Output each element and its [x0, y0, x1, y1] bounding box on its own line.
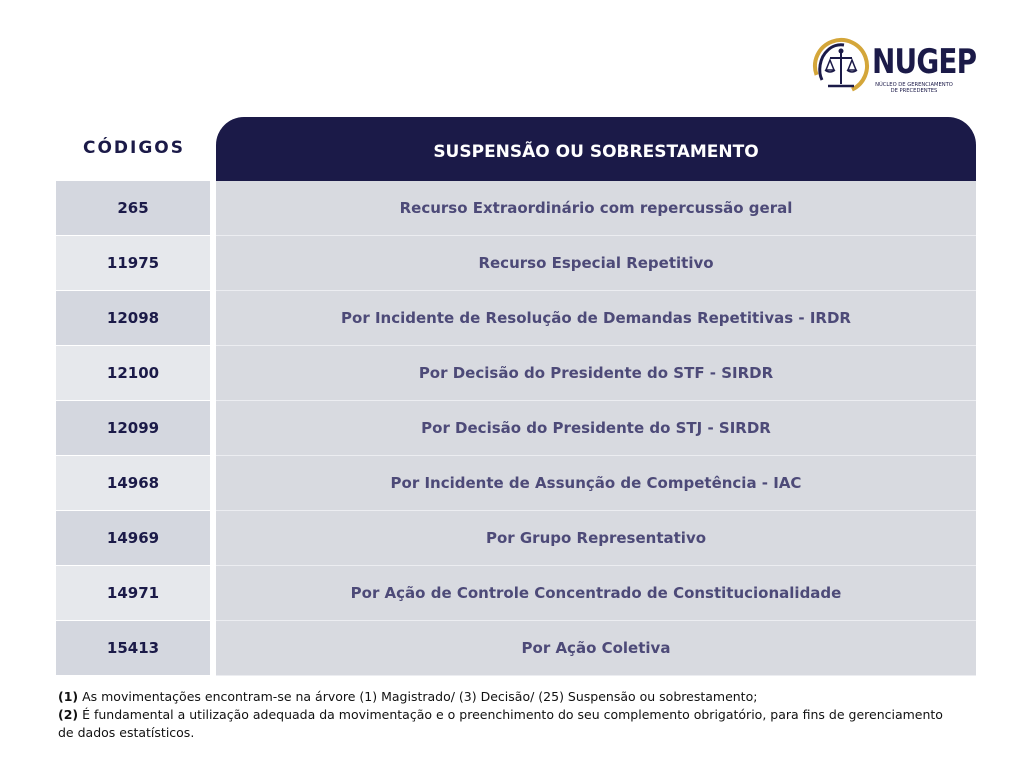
code-cell: 12099	[56, 401, 210, 455]
codes-column-header: CÓDIGOS	[82, 138, 185, 158]
description-cell: Por Decisão do Presidente do STJ - SIRDR	[216, 401, 976, 456]
table-row	[56, 236, 976, 291]
logo-wordmark: NUGEP	[872, 42, 977, 82]
code-cell: 14971	[56, 566, 210, 620]
footnote-marker: (2)	[58, 707, 79, 722]
description-cell: Por Ação Coletiva	[216, 621, 976, 676]
table-row	[56, 456, 976, 511]
description-cell: Por Incidente de Resolução de Demandas Repetitivas - IRDR	[216, 291, 976, 346]
description-cell: Recurso Extraordinário com repercussão geral	[216, 181, 976, 236]
table-row	[56, 566, 976, 621]
codes-table	[56, 181, 976, 676]
scales-of-justice-icon	[810, 36, 872, 98]
code-cell: 14968	[56, 456, 210, 510]
nugep-logo	[810, 36, 977, 98]
code-cell: 11975	[56, 236, 210, 290]
code-cell: 12100	[56, 346, 210, 400]
table-row	[56, 291, 976, 346]
description-cell: Por Incidente de Assunção de Competência - IAC	[216, 456, 976, 511]
footnotes	[58, 688, 958, 742]
description-cell: Por Decisão do Presidente do STF - SIRDR	[216, 346, 976, 401]
table-row	[56, 511, 976, 566]
table-row	[56, 346, 976, 401]
code-cell: 265	[56, 181, 210, 235]
logo-subtitle: NÚCLEO DE GERENCIAMENTO DE PRECEDENTES	[875, 82, 953, 94]
footnote-marker: (1)	[58, 689, 79, 704]
code-cell: 15413	[56, 621, 210, 675]
footnote-2	[58, 706, 958, 742]
footnote-1	[58, 688, 958, 706]
code-cell: 14969	[56, 511, 210, 565]
description-cell: Por Grupo Representativo	[216, 511, 976, 566]
footnote-text: As movimentações encontram-se na árvore (1) Magistrado/ (3) Decisão/ (25) Suspensão ou sobrestamento;	[78, 689, 758, 704]
table-row	[56, 401, 976, 456]
code-cell: 12098	[56, 291, 210, 345]
description-cell: Por Ação de Controle Concentrado de Constitucionalidade	[216, 566, 976, 621]
description-cell: Recurso Especial Repetitivo	[216, 236, 976, 291]
suspension-column-header	[216, 117, 976, 181]
suspension-column-header-label: SUSPENSÃO OU SOBRESTAMENTO	[433, 142, 759, 162]
table-row	[56, 181, 976, 236]
table-row	[56, 621, 976, 676]
footnote-text: É fundamental a utilização adequada da movimentação e o preenchimento do seu complemento obrigatório, para fins de gerenciamento de dados estatísticos.	[58, 707, 943, 740]
